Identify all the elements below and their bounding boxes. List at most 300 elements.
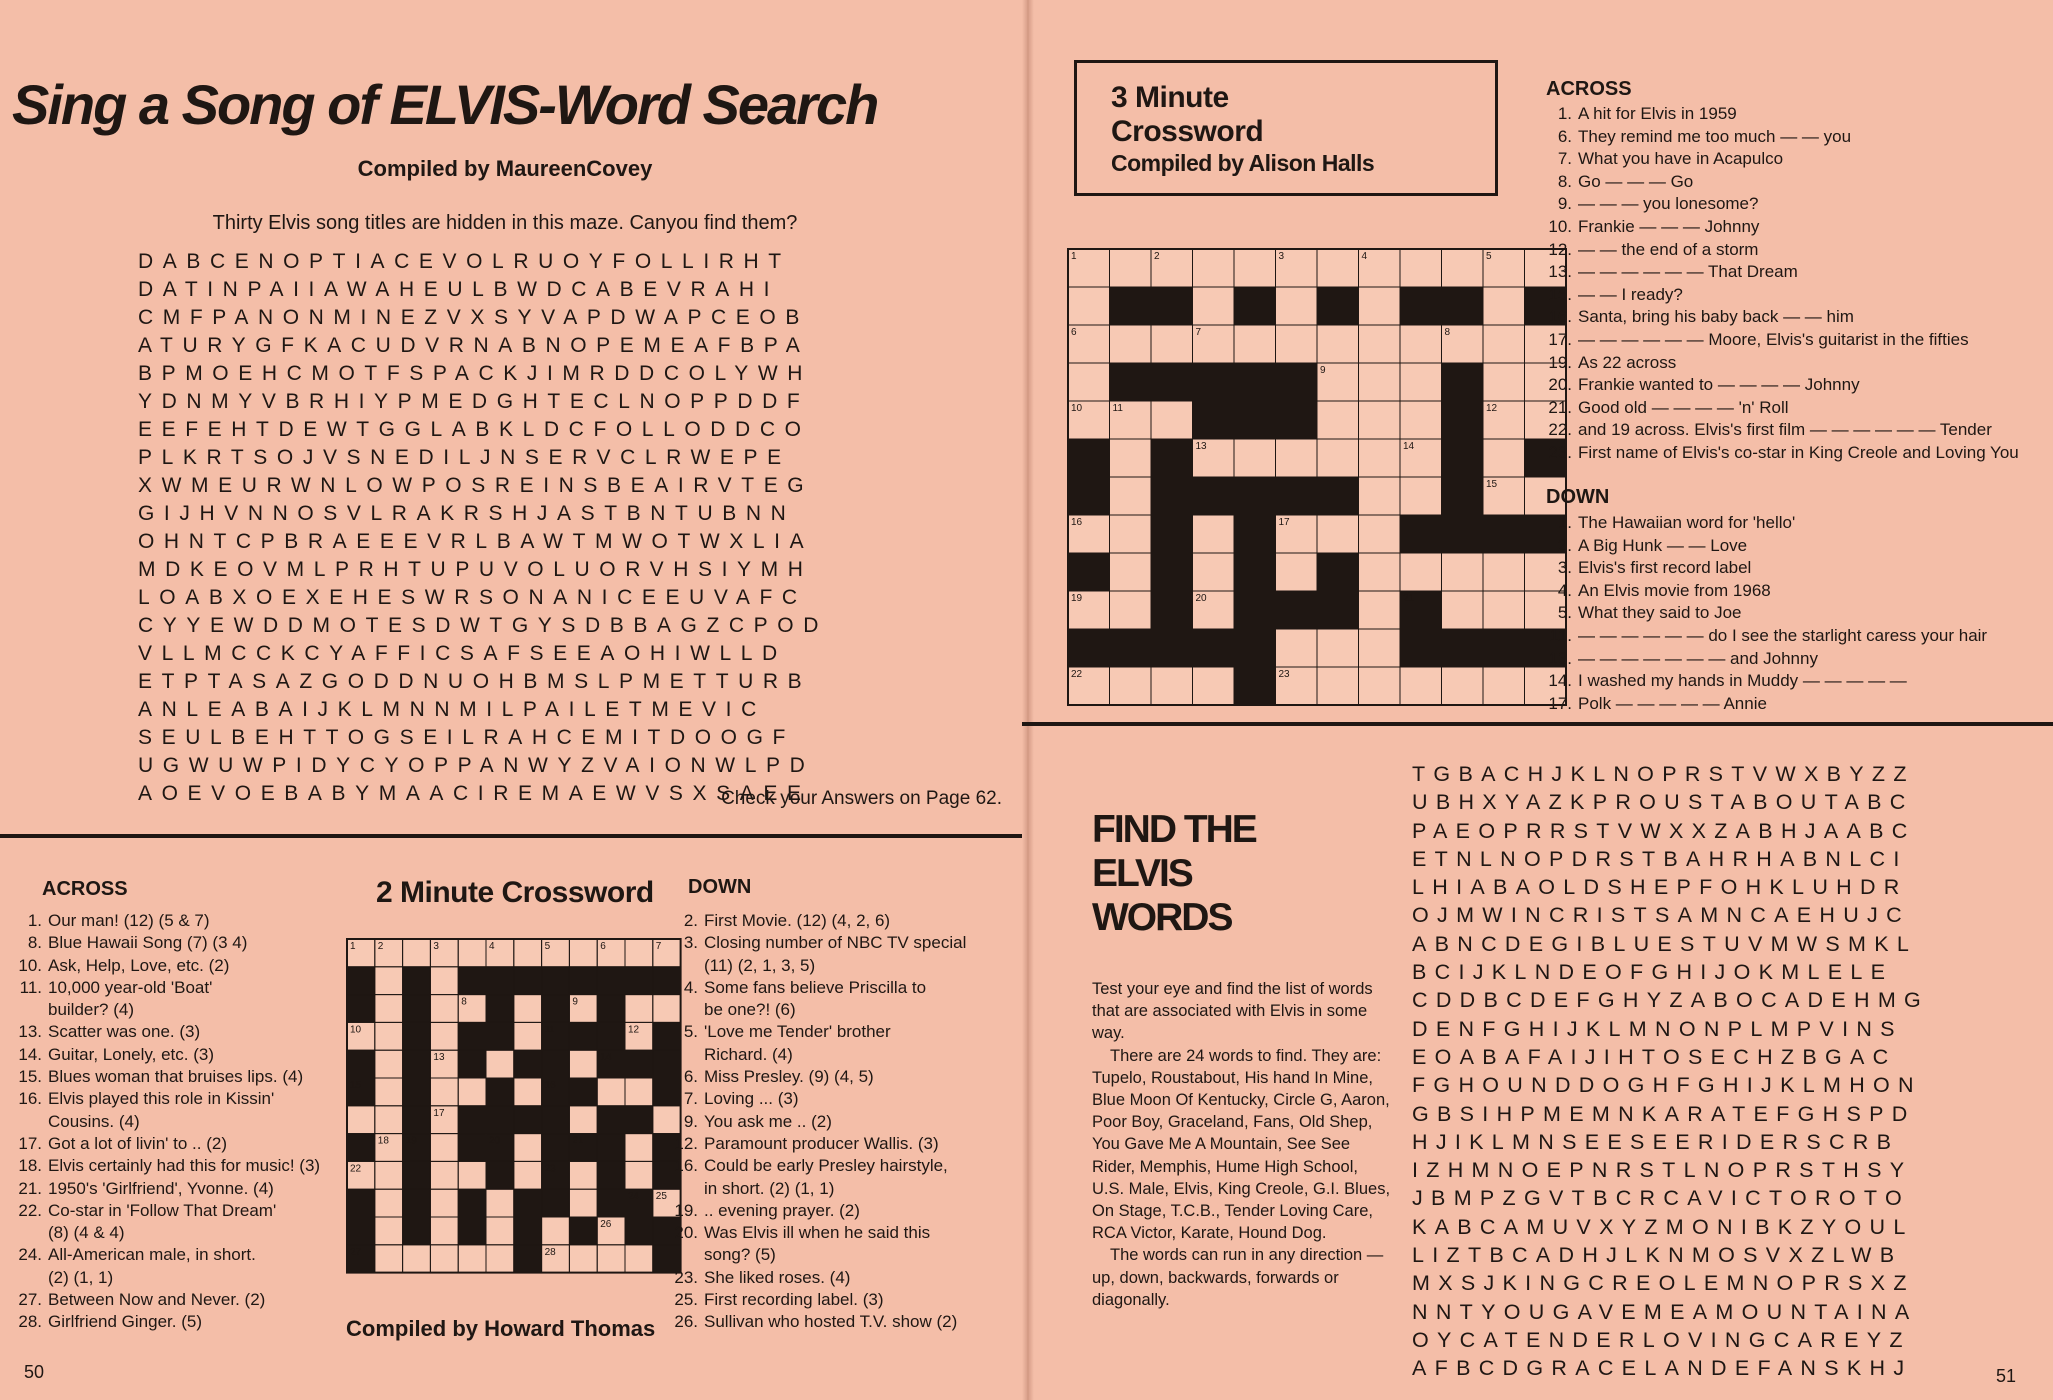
clue	[670, 1200, 1020, 1222]
grid-row: GBSIHPMEMNKARATEFGHSPD	[1412, 1101, 1916, 1126]
crossword-black-square	[458, 1134, 486, 1162]
clue-number: 25.	[674, 1290, 698, 1310]
clue-text: Ask, Help, Love, etc. (2)	[48, 955, 230, 975]
clue-text: Loving ... (3)	[704, 1089, 799, 1109]
crossword-clue-number: 12	[628, 1024, 640, 1036]
crossword-black-square	[458, 1217, 486, 1245]
grid-row: OHNTCPBRAEEEVRLBAWTMWOTWXLIA	[138, 530, 814, 553]
crossword-clue-number: 20	[1195, 593, 1207, 604]
crossword-clue-number: 14	[1403, 441, 1415, 452]
clue	[1542, 693, 2042, 716]
crossword-black-square	[542, 1050, 570, 1078]
grid-row: YDNMYVBRHIYPMEDGHTECLNOPPDDF	[138, 390, 810, 413]
clue	[670, 999, 1020, 1021]
crossword-clue-number: 14	[600, 1052, 612, 1064]
crossword-black-square	[347, 1189, 375, 1217]
clue	[1542, 648, 2042, 671]
crossword-black-square	[569, 1022, 597, 1050]
crossword-black-square	[542, 1134, 570, 1162]
clue-number: 13.	[1548, 262, 1572, 282]
clue-text: Scatter was one. (3)	[48, 1022, 201, 1042]
crossword-black-square	[597, 1189, 625, 1217]
clue	[14, 1021, 354, 1043]
clue-text: Could be early Presley hairstyle,	[704, 1156, 948, 1176]
crossword-black-square	[1151, 515, 1193, 553]
clue-text: builder? (4)	[48, 1000, 134, 1020]
word-search-grid	[138, 248, 828, 808]
crossword-clue-number: 10	[350, 1024, 362, 1036]
crossword-clue-number: 6	[1071, 327, 1077, 338]
crossword-black-square	[1276, 363, 1318, 401]
crossword-black-square	[1400, 629, 1442, 667]
find-words-text	[1092, 978, 1394, 1311]
crossword-black-square	[1234, 629, 1276, 667]
grid-row: UBHXYAZKPROUSTABOUTABC	[1412, 790, 1914, 815]
crossword-black-square	[514, 967, 542, 995]
grid-row: IZHMNOEPNRSTLNOPRSTHSY	[1412, 1158, 1913, 1183]
clue	[14, 1289, 354, 1311]
crossword-black-square	[625, 1217, 653, 1245]
grid-row: EEFEHTDEWTGGLABKLDCFOLLODDCO	[138, 418, 811, 441]
clue	[14, 1222, 354, 1244]
clue-text: Blue Hawaii Song (7) (3 4)	[48, 933, 248, 953]
clue-text: She liked roses. (4)	[704, 1267, 851, 1287]
crossword-black-square	[1234, 553, 1276, 591]
clue-text: .. evening prayer. (2)	[704, 1200, 860, 1220]
clue-number: 20.	[674, 1223, 698, 1243]
crossword-black-square	[486, 1078, 514, 1106]
clue	[1542, 126, 2042, 149]
crossword-clue-number: 1	[350, 941, 356, 952]
clue-number: 20.	[1548, 375, 1572, 395]
crossword-black-square	[625, 1050, 653, 1078]
crossword-clue-number: 11	[544, 1024, 555, 1036]
clue-text: (8) (4 & 4)	[48, 1223, 125, 1243]
clue	[1542, 557, 2042, 580]
clue	[1542, 602, 2042, 625]
clue-text: Elvis's first record label	[1578, 558, 1752, 578]
clue-number: 16.	[1548, 307, 1572, 327]
clue-number: 21.	[1548, 397, 1572, 417]
clue	[1542, 580, 2042, 603]
crossword-black-square	[1442, 401, 1484, 439]
clue-text: song? (5)	[704, 1245, 776, 1265]
crossword-black-square	[1400, 287, 1442, 325]
two-minute-across-clues	[14, 910, 354, 1334]
grid-row: CYYEWDDMOTESDWTGYSDBBAGZCPOD	[138, 614, 828, 637]
clue-number: 1.	[1557, 513, 1572, 532]
clue-number: 3.	[683, 933, 698, 953]
three-minute-byline: Compiled by Alison Halls	[1111, 150, 1375, 176]
three-minute-down-header: DOWN	[1546, 486, 1610, 508]
clue-text: Blues woman that bruises lips. (4)	[48, 1067, 304, 1087]
find-words-list: There are 24 words to find. They are: Tupelo, Roustabout, His hand In Mine, Blue Moon Of Kentucky, Circle G, Aaron, Poor Boy, Graceland, Fans, Old Shep, You Gave Me A Mountain, See See Rider, Memphis, Hume High School, U.S. Male, Elvis, King Creole, G.I. Blues, On Stage, T.C.B., Tender Loving Care, RCA Victor, Karate, Hound Dog.	[1092, 1046, 1391, 1243]
clue-text: Polk — — — — — Annie	[1578, 693, 1767, 713]
crossword-black-square	[403, 1078, 431, 1106]
crossword-black-square	[1234, 591, 1276, 629]
clue-text: You ask me .. (2)	[704, 1111, 832, 1131]
grid-row: KABCAMUVXYZMONIBKZYOUL	[1412, 1214, 1914, 1239]
clue-text: — — the end of a storm	[1578, 239, 1759, 259]
clue-text: Guitar, Lonely, etc. (3)	[48, 1044, 214, 1064]
clue-number: 24.	[18, 1245, 42, 1265]
grid-row: SEULBEHTTOGSEILRAHCEMITDOOGF	[138, 726, 795, 749]
clue	[670, 1178, 1020, 1200]
clue	[670, 932, 1020, 954]
clue-text: Girlfriend Ginger. (5)	[48, 1312, 202, 1332]
crossword-clue-number: 8	[461, 996, 467, 1008]
clue-number: 4.	[683, 977, 698, 997]
crossword-clue-number: 25	[655, 1191, 667, 1203]
crossword-black-square	[1317, 553, 1359, 591]
crossword-black-square	[1442, 439, 1484, 477]
crossword-clue-number: 8	[1444, 327, 1451, 338]
crossword-black-square	[514, 1106, 542, 1134]
grid-row: LOABXOEXEHESWRSONANICEEUVAFC	[138, 586, 807, 609]
crossword-black-square	[1151, 439, 1193, 477]
clue	[670, 977, 1020, 999]
clue	[1542, 306, 2042, 329]
clue-text: What you have in Acapulco	[1578, 149, 1784, 169]
grid-row: DATINPAIIAWAHEULBWDCABEVRAHI	[138, 278, 780, 301]
crossword-black-square	[597, 1134, 625, 1162]
crossword-black-square	[1151, 553, 1193, 591]
clue-text: be one?! (6)	[704, 1000, 796, 1020]
clue-text: — — — — — — do I see the starlight caress your hair	[1578, 625, 1988, 645]
clue	[1542, 216, 2042, 239]
clue-number: 11.	[1549, 625, 1572, 645]
crossword-black-square	[1110, 629, 1152, 667]
clue-number: 26.	[674, 1312, 698, 1332]
crossword-clue-number: 13	[1195, 441, 1207, 452]
clue	[670, 1267, 1020, 1289]
clue	[670, 1244, 1020, 1266]
word-search-intro: Thirty Elvis song titles are hidden in this maze. Canyou find them?	[212, 212, 798, 234]
crossword-clue-number: 7	[655, 941, 662, 952]
clue-text: Cousins. (4)	[48, 1111, 140, 1131]
crossword-clue-number: 16	[544, 1080, 556, 1091]
crossword-clue-number: 2	[1154, 251, 1160, 262]
crossword-black-square	[486, 1022, 514, 1050]
crossword-black-square	[403, 1022, 431, 1050]
clue	[1542, 442, 2042, 465]
crossword-black-square	[1442, 287, 1484, 325]
crossword-clue-number: 1	[1071, 251, 1077, 262]
three-minute-down-clues	[1542, 512, 2042, 715]
clue-number: 22.	[18, 1200, 42, 1220]
crossword-black-square	[1151, 477, 1193, 515]
crossword-clue-number: 27	[350, 1246, 362, 1258]
crossword-black-square	[1151, 363, 1193, 401]
clue	[14, 1200, 354, 1222]
clue	[1542, 419, 2042, 442]
crossword-clue-number: 15	[350, 1080, 362, 1091]
grid-row: FGHOUNDDOGHFGHIJKLMHON	[1412, 1073, 1922, 1098]
crossword-black-square	[458, 1050, 486, 1078]
crossword-black-square	[514, 1245, 542, 1273]
clue-number: 7.	[683, 1089, 698, 1109]
clue-number: 23.	[674, 1267, 698, 1287]
clue-text: The Hawaiian word for 'hello'	[1578, 513, 1796, 532]
clue-number: 18.	[18, 1156, 42, 1176]
find-words-directions: The words can run in any direction — up, down, backwards, forwards or diagonally.	[1092, 1246, 1384, 1309]
crossword-clue-number: 16	[1071, 517, 1083, 528]
two-minute-down-header: DOWN	[688, 876, 752, 898]
crossword-black-square	[1068, 477, 1110, 515]
crossword-black-square	[569, 967, 597, 995]
clue-text: Between Now and Never. (2)	[48, 1290, 266, 1310]
crossword-clue-number: 21	[1403, 593, 1415, 604]
clue-number: 13.	[1548, 648, 1572, 668]
word-search-title: Sing a Song of ELVIS-Word Search	[12, 73, 878, 136]
clue	[670, 910, 1020, 932]
clue	[1542, 171, 2042, 194]
clue-text: Good old — — — — 'n' Roll	[1578, 397, 1789, 417]
clue-number: 8.	[27, 933, 42, 953]
crossword-black-square	[1442, 363, 1484, 401]
clue	[1542, 103, 2042, 126]
clue-number: 19.	[1548, 352, 1572, 372]
clue	[14, 1311, 354, 1333]
clue-text: in short. (2) (1, 1)	[704, 1178, 835, 1198]
crossword-black-square	[403, 967, 431, 995]
crossword-black-square	[403, 1161, 431, 1189]
grid-row: MXSJKINGCREOLEMNOPRSXZ	[1412, 1271, 1915, 1296]
crossword-black-square	[542, 995, 570, 1023]
clue-number: 1.	[27, 911, 42, 930]
clue-text: Elvis certainly had this for music! (3)	[48, 1156, 321, 1176]
crossword-black-square	[347, 1217, 375, 1245]
clue	[670, 1044, 1020, 1066]
clue-number: 17.	[1548, 329, 1572, 349]
clue	[1542, 193, 2042, 216]
clue-number: 10.	[18, 955, 42, 975]
clue	[1542, 535, 2042, 558]
clue	[14, 1155, 354, 1177]
crossword-black-square	[514, 1050, 542, 1078]
find-words-grid	[1412, 760, 1929, 1383]
crossword-clue-number: 23	[544, 1163, 556, 1175]
three-minute-across-clues	[1542, 103, 2042, 465]
crossword-black-square	[403, 995, 431, 1023]
clue-number: 4.	[1557, 580, 1572, 600]
crossword-black-square	[542, 1106, 570, 1134]
clue-text: — — — — — — That Dream	[1578, 262, 1798, 282]
crossword-clue-number: 13	[433, 1052, 445, 1064]
crossword-black-square	[1068, 553, 1110, 591]
grid-row: OYCATENDERLOVINGCAREYZ	[1412, 1327, 1911, 1352]
clue-number: 5.	[683, 1022, 698, 1042]
clue-text: Co-star in 'Follow That Dream'	[48, 1200, 277, 1220]
clue-text: First Movie. (12) (4, 2, 6)	[704, 911, 891, 930]
clue-number: 13.	[18, 1022, 42, 1042]
crossword-black-square	[1234, 477, 1276, 515]
clue-number: 23.	[1548, 442, 1572, 462]
crossword-black-square	[542, 1189, 570, 1217]
clue-text: — — — you lonesome?	[1578, 194, 1759, 214]
crossword-clue-number: 20	[489, 1135, 501, 1147]
clue-number: 16.	[674, 1156, 698, 1176]
clue	[670, 1021, 1020, 1043]
crossword-black-square	[1193, 401, 1235, 439]
clue-number: 12.	[1548, 239, 1572, 259]
clue-text: (11) (2, 1, 3, 5)	[704, 955, 816, 975]
grid-row: BPMOEHCMOTFSPACKJIMRDDCOLYWH	[138, 362, 813, 385]
clue-number: 2.	[683, 911, 698, 930]
page-number-left: 50	[24, 1362, 45, 1382]
clue	[1542, 284, 2042, 307]
two-minute-byline: Compiled by Howard Thomas	[346, 1316, 656, 1341]
grid-row: ATURYGFKACUDVRNABNOPEMEAFBPA	[138, 334, 810, 357]
clue-text: All-American male, in short.	[48, 1245, 256, 1265]
clue	[14, 910, 354, 932]
clue-text: As 22 across	[1578, 352, 1677, 372]
crossword-black-square	[597, 1161, 625, 1189]
crossword-black-square	[1193, 629, 1235, 667]
crossword-black-square	[514, 1189, 542, 1217]
clue	[670, 1133, 1020, 1155]
clue-text: 10,000 year-old 'Boat'	[48, 977, 213, 997]
clue-number: 21.	[18, 1178, 42, 1198]
clue	[1542, 261, 2042, 284]
crossword-black-square	[1151, 629, 1193, 667]
clue-text: 'Love me Tender' brother	[704, 1022, 891, 1042]
three-minute-title-line2: Crossword	[1111, 115, 1264, 148]
crossword-black-square	[347, 967, 375, 995]
crossword-black-square	[569, 1217, 597, 1245]
clue	[670, 1111, 1020, 1133]
clue	[670, 955, 1020, 977]
crossword-black-square	[486, 967, 514, 995]
clue-number: 16.	[18, 1089, 42, 1109]
clue-number: 12.	[674, 1133, 698, 1153]
clue-text: — — I ready?	[1578, 284, 1683, 304]
crossword-clue-number: 11	[1112, 403, 1123, 414]
grid-row: CDDBCDEFGHYZABOCADEHMG	[1412, 988, 1930, 1013]
clue-number: 14.	[1548, 671, 1572, 691]
clue	[14, 1178, 354, 1200]
clue	[670, 1066, 1020, 1088]
grid-row: ANLEABAIJKLMNNMILPAILETMEVIC	[138, 698, 766, 721]
crossword-black-square	[458, 1022, 486, 1050]
crossword-black-square	[1276, 401, 1318, 439]
clue	[14, 955, 354, 977]
clue-number: 19.	[674, 1200, 698, 1220]
crossword-clue-number: 24	[628, 1191, 640, 1203]
crossword-black-square	[514, 1217, 542, 1245]
crossword-black-square	[1068, 629, 1110, 667]
page-gutter	[1022, 0, 1034, 1400]
right-page	[1034, 0, 2053, 1400]
grid-row: MDKEOVMLPRHTUPUVOLUORVHSIYMH	[138, 558, 813, 581]
grid-row: LIZTBCADHJLKNMOSVXZLWB	[1412, 1243, 1903, 1268]
clue-number: 2.	[1557, 535, 1572, 555]
crossword-black-square	[403, 1106, 431, 1134]
clue	[1542, 512, 2042, 535]
clue-number: 6.	[683, 1067, 698, 1087]
grid-row: UGWUWPIDYCYOPPANWYZVAIONWLPD	[138, 754, 815, 777]
clue-text: Frankie — — — Johnny	[1578, 216, 1760, 236]
crossword-black-square	[458, 1189, 486, 1217]
clue	[14, 1044, 354, 1066]
word-search-byline: Compiled by MaureenCovey	[357, 156, 653, 181]
clue	[1542, 397, 2042, 420]
crossword-black-square	[1317, 477, 1359, 515]
three-minute-title-box	[1074, 60, 1498, 196]
find-words-title-line3: WORDS	[1092, 896, 1232, 939]
clue	[1542, 352, 2042, 375]
crossword-clue-number: 7	[1195, 327, 1202, 338]
crossword-clue-number: 3	[433, 941, 439, 952]
clue-number: 7.	[1557, 149, 1572, 169]
crossword-black-square	[1276, 477, 1318, 515]
clue-number: 9.	[1557, 194, 1572, 214]
grid-row: TGBACHJKLNOPRSTVWXBYZZ	[1412, 762, 1915, 786]
crossword-clue-number: 19	[1071, 593, 1083, 604]
crossword-black-square	[1317, 591, 1359, 629]
crossword-black-square	[1234, 667, 1276, 705]
three-minute-across-header: ACROSS	[1546, 78, 1632, 100]
grid-row: NNTYOUGAVEMEAMOUNTAINA	[1412, 1299, 1918, 1324]
crossword-black-square	[403, 1050, 431, 1078]
crossword-clue-number: 9	[572, 996, 578, 1008]
crossword-clue-number: 6	[600, 941, 606, 952]
crossword-black-square	[597, 1106, 625, 1134]
clue-number: 8.	[1557, 171, 1572, 191]
crossword-black-square	[1442, 629, 1484, 667]
clue	[14, 977, 354, 999]
clue-number: 17.	[1548, 693, 1572, 713]
grid-row: GIJHVNNOSVLRAKRSHJASTBNTUBNN	[138, 502, 796, 525]
find-words-title-line1: FIND THE	[1092, 808, 1256, 851]
crossword-black-square	[542, 967, 570, 995]
crossword-clue-number: 4	[1361, 251, 1368, 262]
clue-text: Go — — — Go	[1578, 171, 1694, 191]
crossword-black-square	[1234, 515, 1276, 553]
crossword-black-square	[458, 967, 486, 995]
crossword-clue-number: 5	[1486, 251, 1492, 262]
crossword-black-square	[347, 1050, 375, 1078]
clue-text: (2) (1, 1)	[48, 1267, 114, 1287]
crossword-black-square	[625, 1106, 653, 1134]
clue-text: Sullivan who hosted T.V. show (2)	[704, 1312, 958, 1332]
clue	[670, 1222, 1020, 1244]
clue-number: 15.	[1548, 284, 1572, 304]
crossword-black-square	[1193, 363, 1235, 401]
clue-number: 14.	[18, 1044, 42, 1064]
grid-row: PLKRTSOJVSNEDILJNSERVCLRWEPE	[138, 446, 791, 469]
clue-text: Got a lot of livin' to .. (2)	[48, 1133, 227, 1153]
grid-row: AFBCDGRACELANDEFANSKHJ	[1412, 1356, 1913, 1381]
clue-text: Paramount producer Wallis. (3)	[704, 1133, 939, 1153]
grid-row: BCIJKLNDEOFGHIJOKMLELE	[1412, 960, 1894, 985]
clue-text: Miss Presley. (9) (4, 5)	[704, 1067, 874, 1087]
clue	[1542, 239, 2042, 262]
crossword-black-square	[1110, 287, 1152, 325]
crossword-black-square	[597, 995, 625, 1023]
crossword-clue-number: 23	[1278, 669, 1290, 680]
crossword-clue-number: 2	[377, 941, 384, 952]
answers-note: Check your Answers on Page 62.	[721, 788, 1002, 809]
grid-row: XWMEURWNLOWPOSREINSBEAIRVTEG	[138, 474, 814, 497]
crossword-black-square	[1276, 591, 1318, 629]
crossword-clue-number: 3	[1278, 251, 1285, 262]
grid-row: CMFPANONMINEZVXSYVAPDWAPCEOB	[138, 306, 809, 329]
crossword-clue-number: 10	[1071, 403, 1083, 414]
two-minute-title: 2 Minute Crossword	[376, 876, 654, 909]
crossword-black-square	[486, 1106, 514, 1134]
clue-number: 22.	[1548, 420, 1572, 440]
